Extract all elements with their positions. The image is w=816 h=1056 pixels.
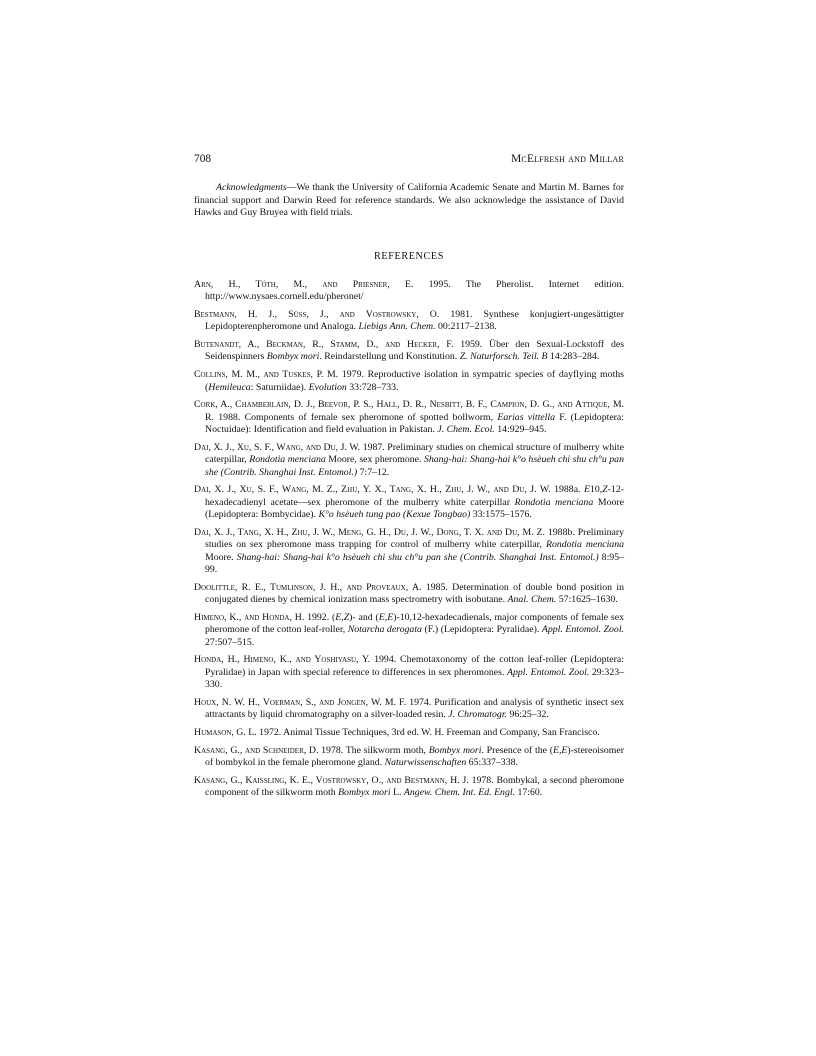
reference-text: 27:507–515.: [205, 636, 255, 648]
reference-text: 1988b. Preliminary studies on sex pheromone mass trapping for control of mulberry white caterpillar,: [205, 526, 624, 551]
reference-item: [194, 369, 624, 394]
reference-italic-text: Z: [602, 484, 608, 496]
reference-item: [194, 654, 624, 691]
running-title: McElfresh and Millar: [511, 153, 624, 165]
reference-italic-text: Evolution: [308, 381, 347, 393]
reference-item: [194, 484, 624, 521]
reference-text: 14:283–284.: [547, 351, 600, 363]
reference-text: 1978. Bombykal, a second pheromone component of the silkworm moth: [205, 774, 624, 799]
reference-list: [194, 279, 624, 800]
reference-italic-text: Bombyx mori: [266, 351, 320, 363]
reference-authors: Collins, M. M., and Tuskes, P. M.: [194, 369, 339, 381]
reference-italic-text: Z. Naturforsch. Teil. B: [459, 351, 548, 363]
reference-authors: Cork, A., Chamberlain, D. J., Beevor, P. S., Hall, D. R., Nesbitt, B. F., Campion, D. G., and Attique, M. R.: [194, 399, 624, 423]
reference-text: 14:929–945.: [494, 424, 547, 436]
reference-italic-text: Appl. Entomol. Zool.: [507, 666, 590, 678]
reference-italic-text: J. Chromatogr.: [448, 709, 507, 721]
reference-italic-text: Angew. Chem. Int. Ed. Engl.: [403, 787, 516, 799]
reference-text: 1979. Reproductive isolation in sympatric species of dayflying moths (: [205, 369, 624, 393]
reference-text: )-10,12-hexadecadienals, major components of female sex pheromone of the cotton leaf-roller,: [205, 611, 624, 636]
reference-authors: Bestmann, H. J., Süss, J., and Vostrowsky, O.: [194, 308, 440, 320]
reference-text: 1985. Determination of double bond position in conjugated dienes by chemical ionization mass spectrometry with isobutane.: [205, 581, 624, 606]
reference-italic-text: Bombyx mori: [338, 787, 391, 799]
reference-item: [194, 399, 624, 436]
reference-text: 1987. Preliminary studies on chemical structure of mulberry white caterpillar,: [205, 441, 624, 466]
acknowledgments: [194, 182, 624, 220]
reference-text: 1974. Purification and analysis of synthetic insect sex attractants by liquid chromatography on a silver-loaded resin.: [205, 696, 624, 721]
reference-text: 33:1575–1576.: [470, 509, 532, 521]
reference-text: Moore, sex pheromone.: [325, 454, 424, 466]
reference-authors: Dai, X. J., Xu, S. F., Wang, M. Z., Zhu, Y. X., Tang, X. H., Zhu, J. W., and Du, J. W.: [194, 484, 551, 496]
reference-text: 1959. Über den Sexual-Lockstoff des Seidenspinners: [205, 339, 625, 363]
reference-text: -12-hexadecadienyl acetate—sex pheromone of the mulberry white caterpillar: [205, 484, 624, 508]
reference-text: 00:2117–2138.: [435, 321, 497, 333]
reference-italic-text: Appl. Entomol. Zool.: [541, 624, 624, 636]
reference-italic-text: Rondotia menciana: [546, 539, 624, 551]
reference-item: [194, 775, 624, 800]
reference-text: )-stereoisomer of bombykol in the female pheromone gland.: [205, 744, 624, 769]
reference-italic-text: Rondotia menciana: [514, 496, 594, 508]
reference-italic-text: Hemileuca: [208, 381, 251, 393]
reference-item: [194, 727, 624, 739]
reference-text: 1972. Animal Tissue Techniques, 3rd ed. W. H. Freeman and Company, San Francisco.: [256, 726, 600, 738]
reference-text: 10,: [589, 484, 603, 496]
reference-item: [194, 582, 624, 607]
reference-authors: Arn, H., Tóth, M., and Priesner, E.: [194, 278, 414, 290]
reference-item: [194, 309, 624, 334]
reference-italic-text: E,E: [378, 611, 394, 623]
reference-italic-text: Bombyx mori: [428, 744, 482, 756]
page-number: 708: [194, 153, 212, 165]
running-head: [194, 152, 624, 166]
reference-italic-text: E,E: [552, 744, 568, 756]
acknowledgments-text: —We thank the University of California Academic Senate and Martin M. Barnes for financial support and Darwin Reed for reference standards. We also acknowledge the assistance of David Hawks and Guy Bruyea with field trials.: [194, 182, 624, 219]
reference-italic-text: K°o hsèueh tung pao (Kexue Tongbao): [318, 509, 471, 521]
reference-item: [194, 697, 624, 722]
reference-text: 1994. Chemotaxonomy of the cotton leaf-roller (Lepidoptera: Pyralidae) in Japan with special reference to differences in sex pheromones.: [205, 654, 624, 678]
reference-italic-text: Rondotia menciana: [249, 454, 326, 466]
reference-italic-text: J. Chem. Ecol.: [437, 424, 495, 436]
reference-item: [194, 745, 624, 770]
references-heading: REFERENCES: [374, 250, 444, 262]
reference-text: 1988. Components of female sex pheromone of spotted bollworm,: [213, 411, 498, 423]
reference-authors: Humason, G. L.: [194, 726, 257, 738]
reference-text: : Saturniidae).: [250, 381, 309, 393]
reference-text: Moore.: [205, 551, 237, 563]
reference-authors: Honda, H., Himeno, K., and Yoshiyasu, Y.: [194, 654, 371, 666]
reference-italic-text: Shang-hai: Shang-hai k°o hsèueh chi shu ch°u pan she (Contrib. Shanghai Inst. Entomol.): [236, 551, 599, 563]
reference-text: . Presence of the (: [481, 744, 553, 756]
reference-text: 1992. (: [304, 611, 336, 623]
reference-text: (F.) (Lepidoptera: Pyralidae).: [421, 624, 542, 636]
reference-italic-text: Earias vittella: [497, 411, 555, 423]
reference-text: 7:7–12.: [357, 466, 390, 478]
reference-italic-text: Anal. Chem.: [507, 594, 557, 606]
reference-item: [194, 527, 624, 577]
reference-authors: Himeno, K., and Honda, H.: [194, 611, 305, 623]
reference-italic-text: Naturwissenschaften: [384, 757, 467, 769]
reference-authors: Dai, X. J., Xu, S. F., Wang, and Du, J. W.: [194, 441, 361, 453]
reference-italic-text: Liebigs Ann. Chem.: [358, 321, 436, 333]
reference-text: 1988a.: [550, 484, 584, 496]
reference-italic-text: E,Z: [335, 611, 350, 623]
reference-text: 1981. Synthese konjugiert-ungesättigter Lepidopterenpheromone und Analoga.: [205, 308, 624, 333]
reference-authors: Dai, X. J., Tang, X. H., Zhu, J. W., Meng, G. H., Du, J. W., Dong, T. X. and Du, M. Z.: [194, 526, 545, 538]
reference-text: L.: [390, 787, 404, 799]
reference-text: 96:25–32.: [507, 709, 549, 721]
acknowledgments-lead: Acknowledgments: [216, 182, 287, 193]
reference-authors: Kasang, G., Kaissling, K. E., Vostrowsky, O., and Bestmann, H. J.: [194, 774, 469, 786]
reference-item: [194, 442, 624, 479]
reference-authors: Butenandt, A., Beckman, R., Stamm, D., and Hecker, F.: [194, 339, 454, 350]
reference-item: [194, 339, 624, 364]
reference-item: [194, 612, 624, 649]
reference-italic-text: Shang-hai: Shang-hai k°o hsèueh chi shu ch°u pan she (Contrib. Shanghai Inst. Entomol.): [205, 454, 624, 478]
reference-text: 1995. The Pherolist. Internet edition. http://www.nysaes.cornell.edu/pheronet/: [205, 278, 624, 303]
reference-authors: Doolittle, R. E., Tumlinson, J. H., and Proveaux, A.: [194, 581, 422, 593]
reference-text: 17:60.: [515, 787, 543, 799]
reference-text: 29:323–330.: [205, 666, 625, 691]
reference-item: [194, 279, 624, 304]
reference-text: 1978. The silkworm moth,: [318, 744, 429, 756]
reference-text: F. (Lepidoptera: Noctuidae): Identification and field evaluation in Pakistan.: [205, 411, 624, 436]
reference-italic-text: E: [583, 484, 590, 496]
reference-authors: Houx, N. W. H., Voerman, S., and Jongen, W. M. F.: [194, 696, 407, 708]
reference-italic-text: Notarcha derogata: [347, 624, 422, 636]
reference-text: . Reindarstellung und Konstitution.: [319, 351, 460, 363]
reference-text: 57:1625–1630.: [556, 594, 618, 606]
reference-authors: Kasang, G., and Schneider, D.: [194, 744, 319, 756]
reference-text: 8:95–99.: [205, 551, 624, 575]
reference-text: Moore (Lepidoptera: Bombycidae).: [205, 496, 624, 521]
reference-text: 65:337–338.: [466, 757, 518, 769]
reference-text: )- and (: [349, 611, 379, 623]
journal-page: [194, 152, 624, 805]
reference-text: 33:728–733.: [346, 381, 399, 393]
